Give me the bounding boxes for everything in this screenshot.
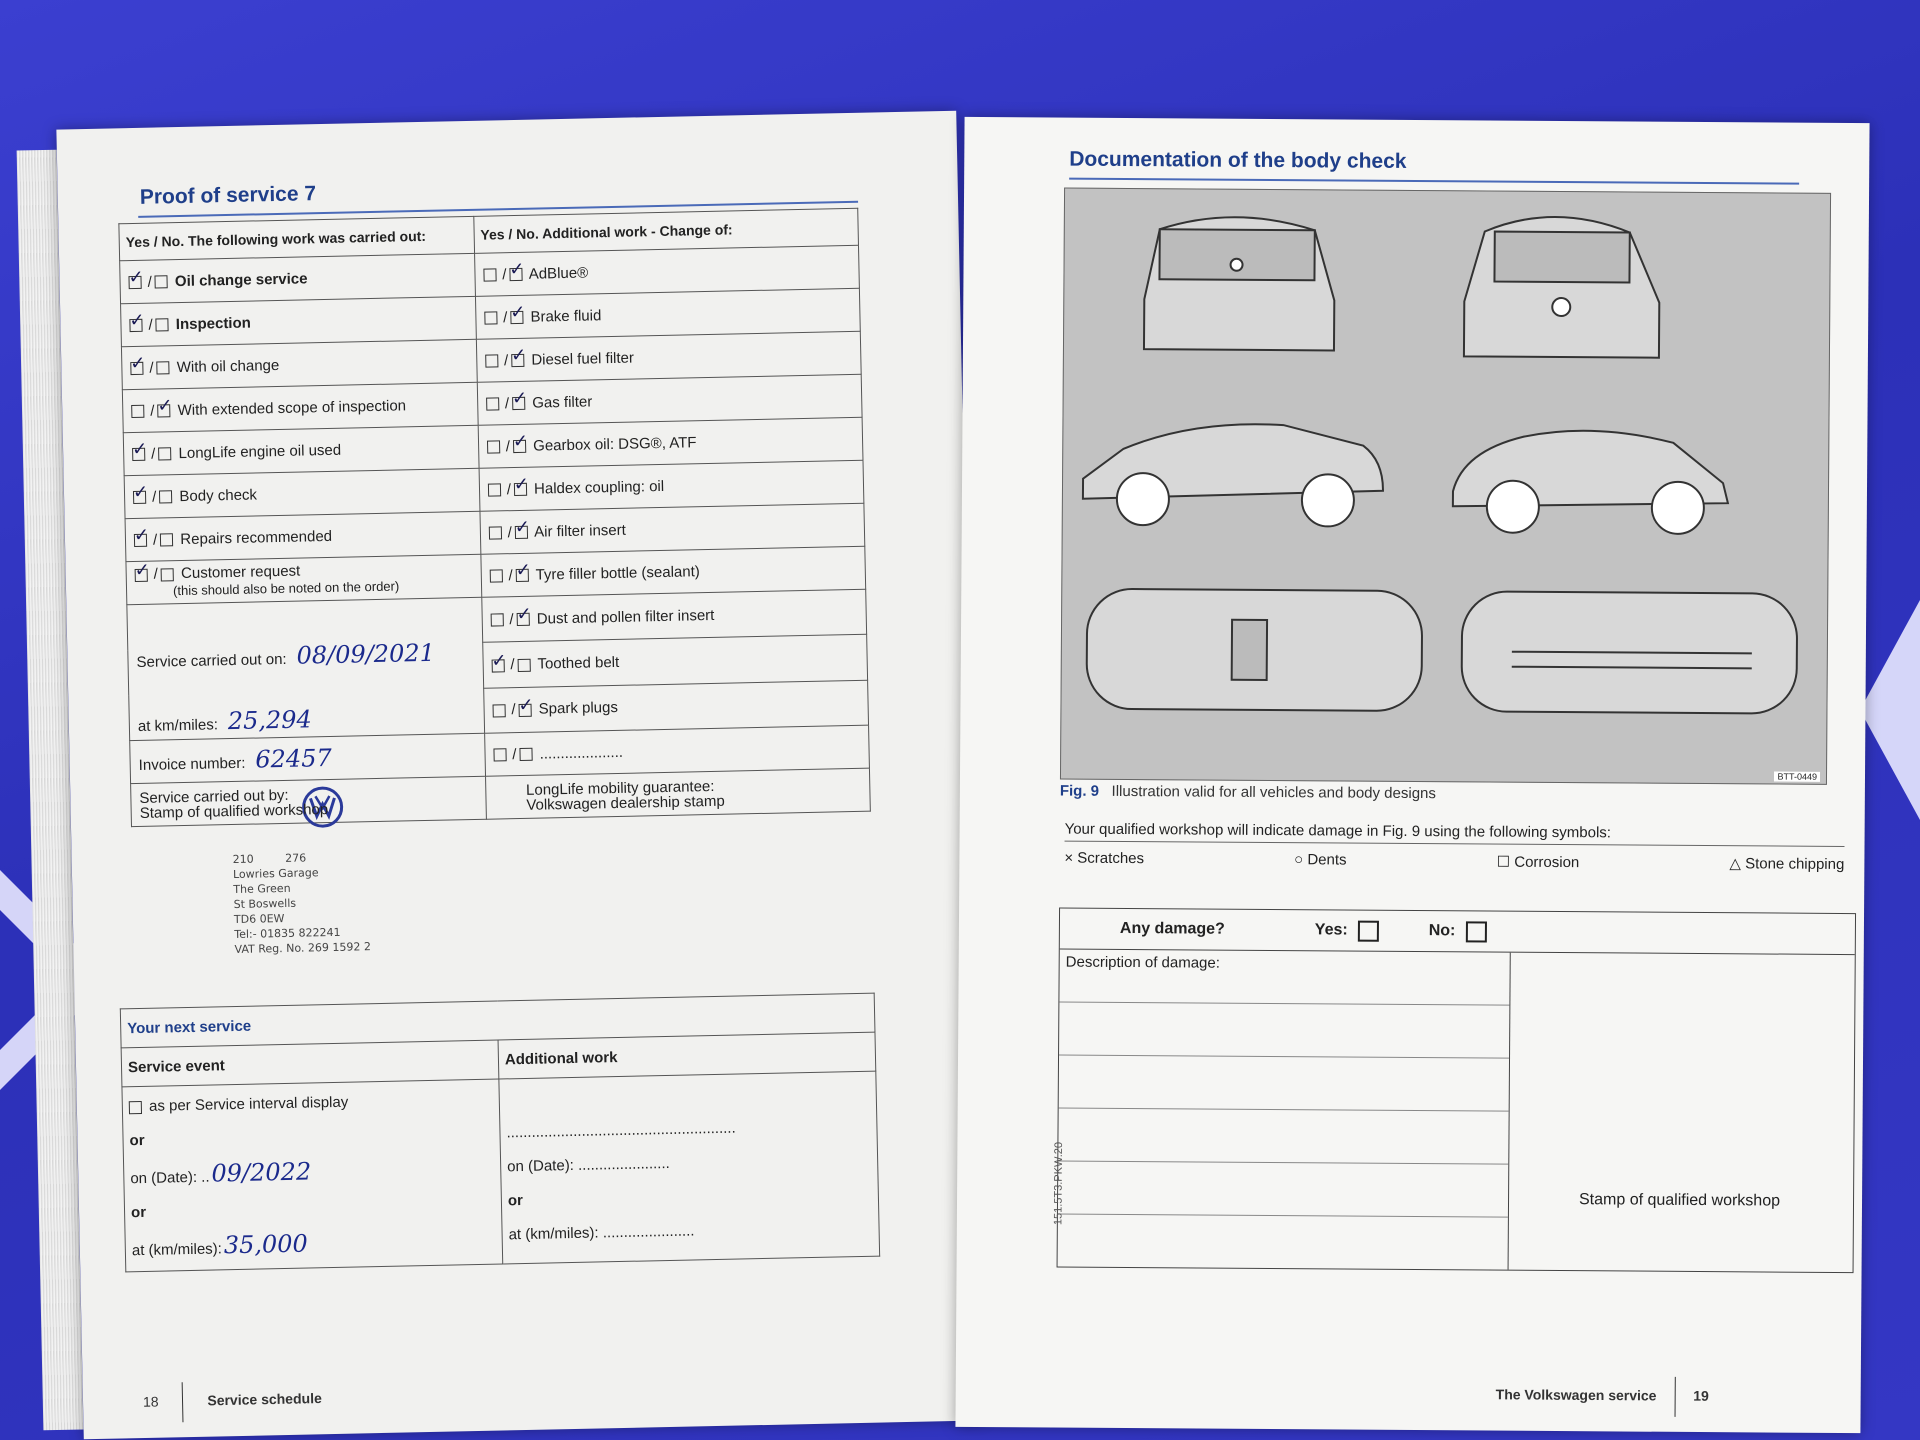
- additional-label: Tyre filler bottle (sealant): [535, 562, 700, 584]
- interval-checkbox[interactable]: [129, 1101, 142, 1114]
- at-km-label: at (km/miles):: [131, 1240, 223, 1260]
- additional-label: Gas filter: [532, 392, 593, 412]
- vertical-code: 151.5T3.PKW.20: [1052, 1141, 1066, 1226]
- checkbox-yes[interactable]: [487, 440, 500, 453]
- carried-by-label: Service carried out by:: [139, 786, 289, 807]
- work-item[interactable]: /✓ With extended scope of inspection: [122, 382, 478, 432]
- checkbox-yes[interactable]: [493, 748, 506, 761]
- left-page: [56, 111, 983, 1440]
- symbol-scratches: × Scratches: [1064, 849, 1145, 868]
- checkbox-yes[interactable]: [132, 448, 145, 461]
- description-line[interactable]: [1058, 1215, 1508, 1270]
- add-on-date: on (Date): ......................: [507, 1154, 670, 1176]
- symbol-corrosion: ☐ Corrosion: [1496, 853, 1580, 872]
- work-item[interactable]: ✓/ Repairs recommended: [125, 511, 481, 561]
- work-item[interactable]: ✓/ Customer request (this should also be noted on the order): [126, 554, 482, 604]
- header-right: Yes / No. Additional work - Change of:: [474, 208, 859, 253]
- checkbox-no[interactable]: [509, 268, 522, 281]
- checkbox-yes[interactable]: [486, 397, 499, 410]
- damage-yes-checkbox[interactable]: [1358, 920, 1379, 941]
- additional-item[interactable]: ✓/ Toothed belt: [482, 635, 867, 688]
- work-label: LongLife engine oil used: [178, 441, 342, 462]
- work-label: Customer request: [180, 562, 301, 583]
- checkbox-yes[interactable]: [485, 354, 498, 367]
- description-label: Description of damage:: [1059, 950, 1509, 1006]
- checkbox-yes[interactable]: [129, 319, 142, 332]
- checkbox-yes[interactable]: [490, 614, 503, 627]
- symbols-legend: [1064, 821, 1844, 873]
- figure-caption-text: Illustration valid for all vehicles and body designs: [1111, 782, 1436, 803]
- checkbox-no[interactable]: [157, 404, 170, 417]
- work-label: With oil change: [176, 356, 280, 376]
- work-label: Oil change service: [174, 269, 308, 290]
- footer-text: The Volkswagen service: [1495, 1386, 1657, 1404]
- checkbox-no[interactable]: [159, 490, 172, 503]
- page-number: 19: [1693, 1387, 1709, 1404]
- additional-item[interactable]: /✓ Diesel fuel filter: [476, 331, 861, 382]
- next-col-service: Service event: [121, 1040, 499, 1087]
- invoice-label: Invoice number:: [138, 754, 246, 774]
- body-check-figure: [1060, 188, 1831, 785]
- checkbox-yes[interactable]: [489, 569, 502, 582]
- description-line[interactable]: [1059, 1003, 1509, 1059]
- checkbox-yes[interactable]: [489, 526, 502, 539]
- checkbox-yes[interactable]: [134, 534, 147, 547]
- interval-label: as per Service interval display: [148, 1093, 349, 1115]
- additional-label: Haldex coupling: oil: [533, 477, 665, 498]
- additional-label: Toothed belt: [537, 653, 620, 673]
- checkbox-yes[interactable]: [135, 568, 148, 581]
- stamp-right-label: Volkswagen dealership stamp: [526, 792, 725, 814]
- mileage-value[interactable]: 25,294: [227, 705, 313, 736]
- workshop-stamp-cell: [131, 776, 487, 957]
- additional-label: ....................: [539, 743, 624, 763]
- additional-item[interactable]: /✓ Brake fluid: [475, 288, 860, 339]
- service-details: [127, 597, 484, 740]
- stamp-label: Stamp of qualified workshop: [1578, 1191, 1781, 1210]
- footer-text: Service schedule: [207, 1389, 322, 1409]
- additional-item[interactable]: /✓ Spark plugs: [483, 680, 868, 733]
- work-item[interactable]: ✓/ Inspection: [121, 296, 477, 346]
- additional-work-cell: [499, 1071, 880, 1264]
- additional-item[interactable]: /✓ AdBlue®: [474, 245, 859, 296]
- symbols-intro: Your qualified workshop will indicate damage in Fig. 9 using the following symbols:: [1065, 821, 1845, 847]
- background-star-right: [1860, 600, 1920, 820]
- work-item[interactable]: ✓/ Oil change service: [120, 253, 476, 303]
- invoice-value[interactable]: 62457: [255, 743, 332, 774]
- checkbox-no[interactable]: [512, 397, 525, 410]
- next-col-additional: Additional work: [498, 1032, 876, 1079]
- add-at-km: at (km/miles): ......................: [508, 1222, 695, 1244]
- next-mileage-value[interactable]: 35,000: [223, 1229, 309, 1260]
- work-label: Repairs recommended: [180, 527, 333, 548]
- checkbox-no[interactable]: [515, 526, 528, 539]
- checkbox-yes[interactable]: [128, 276, 141, 289]
- service-date-value[interactable]: 08/09/2021: [296, 638, 436, 670]
- description-line[interactable]: [1058, 1109, 1508, 1165]
- checkbox-yes[interactable]: [492, 704, 505, 717]
- on-date-label: on (Date): ..: [130, 1168, 210, 1188]
- mileage-label: at km/miles:: [137, 716, 219, 735]
- additional-label: Gearbox oil: DSG®, ATF: [532, 433, 697, 455]
- damage-body: [1058, 950, 1855, 1273]
- no-label: No:: [1428, 922, 1456, 940]
- checkbox-no[interactable]: [156, 318, 169, 331]
- header-left: Yes / No. The following work was carried out:: [119, 216, 474, 260]
- damage-description-lines: [1058, 950, 1511, 1270]
- additional-label: Spark plugs: [538, 699, 619, 718]
- dealer-stamp-text: 210 276 Lowries Garage The Green St Boswells TD6 0EW Tel:- 01835 822241 VAT Reg. No. 269 1592 2: [232, 851, 372, 957]
- checkbox-no[interactable]: [516, 569, 529, 582]
- work-sublabel: (this should also be noted on the order): [172, 578, 400, 599]
- yes-label: Yes:: [1314, 921, 1348, 939]
- additional-item[interactable]: /✓ Haldex coupling: oil: [479, 460, 864, 511]
- symbol-dents: ○ Dents: [1294, 851, 1347, 869]
- page-title: Documentation of the body check: [1069, 147, 1407, 173]
- workshop-stamp-box: [1509, 953, 1855, 1219]
- checkbox-yes[interactable]: [131, 405, 144, 418]
- checkbox-no[interactable]: [156, 361, 169, 374]
- page-title: Proof of service 7: [139, 182, 317, 209]
- checkbox-yes[interactable]: [491, 659, 504, 672]
- footer-left: [143, 1379, 323, 1423]
- additional-label: AdBlue®: [528, 263, 589, 283]
- checkbox-yes[interactable]: [484, 311, 497, 324]
- or-label: or: [507, 1192, 524, 1210]
- checkbox-no[interactable]: [517, 613, 530, 626]
- stamp-left-label: Stamp of qualified workshop: [139, 801, 329, 822]
- checkbox-no[interactable]: [161, 568, 174, 581]
- additional-label: Diesel fuel filter: [531, 349, 635, 369]
- work-label: Inspection: [175, 314, 252, 333]
- service-event-cell: [122, 1079, 503, 1272]
- work-label: Body check: [179, 485, 258, 505]
- symbol-stone-chipping: △ Stone chipping: [1729, 855, 1845, 874]
- additional-item[interactable]: /✓ Dust and pollen filter insert: [481, 589, 866, 642]
- damage-form: [1057, 908, 1856, 1274]
- checkbox-no[interactable]: [518, 704, 531, 717]
- additional-label: Dust and pollen filter insert: [536, 606, 715, 628]
- additional-item[interactable]: /✓ Tyre filler bottle (sealant): [481, 546, 866, 597]
- service-date-label: Service carried out on:: [136, 650, 287, 672]
- description-line[interactable]: [1058, 1162, 1508, 1218]
- checkbox-no[interactable]: [519, 748, 532, 761]
- checkbox-no[interactable]: [517, 658, 530, 671]
- additional-label: Air filter insert: [533, 521, 626, 541]
- checkbox-no[interactable]: [513, 440, 526, 453]
- additional-label: Brake fluid: [530, 306, 602, 326]
- dots-line: .......................................................: [506, 1119, 736, 1142]
- description-line[interactable]: [1059, 1056, 1509, 1112]
- dealer-stamp-cell: [485, 768, 870, 819]
- longlife-label: LongLife mobility guarantee:: [525, 777, 715, 799]
- checkbox-no[interactable]: [510, 311, 523, 324]
- service-table: [118, 208, 870, 957]
- checkbox-no[interactable]: [511, 354, 524, 367]
- or-label: or: [129, 1131, 145, 1150]
- next-date-value[interactable]: 09/2022: [211, 1157, 312, 1188]
- checkbox-no[interactable]: [160, 533, 173, 546]
- additional-item[interactable]: / ....................: [484, 725, 869, 776]
- title-rule: [1069, 178, 1799, 185]
- additional-item[interactable]: /✓ Air filter insert: [480, 503, 865, 554]
- car-diagram: [1061, 189, 1830, 784]
- checkbox-yes[interactable]: [483, 268, 496, 281]
- work-label: With extended scope of inspection: [177, 396, 407, 419]
- figure-caption: [1060, 783, 1436, 803]
- checkbox-no[interactable]: [158, 447, 171, 460]
- checkbox-yes[interactable]: [130, 362, 143, 375]
- additional-item[interactable]: /✓ Gas filter: [477, 374, 862, 425]
- figure-code: BTT-0449: [1774, 772, 1820, 782]
- checkbox-no[interactable]: [155, 275, 168, 288]
- checkbox-yes[interactable]: [488, 483, 501, 496]
- checkbox-no[interactable]: [514, 483, 527, 496]
- additional-item[interactable]: /✓ Gearbox oil: DSG®, ATF: [478, 417, 863, 468]
- any-damage-label: Any damage?: [1119, 919, 1225, 938]
- figure-label: Fig. 9: [1059, 782, 1100, 800]
- work-item[interactable]: ✓/ LongLife engine oil used: [123, 425, 479, 475]
- next-service-table: [120, 993, 880, 1273]
- page-number: 18: [142, 1393, 159, 1410]
- work-item[interactable]: ✓/ With oil change: [121, 339, 477, 389]
- damage-header: [1060, 909, 1855, 956]
- right-page: [955, 117, 1869, 1433]
- next-service-title: Your next service: [120, 993, 875, 1048]
- damage-no-checkbox[interactable]: [1465, 921, 1486, 942]
- work-item[interactable]: ✓/ Body check: [124, 468, 480, 518]
- invoice-row: [130, 733, 486, 783]
- checkbox-yes[interactable]: [133, 491, 146, 504]
- or-label: or: [130, 1203, 147, 1222]
- footer-right: [1496, 1376, 1709, 1417]
